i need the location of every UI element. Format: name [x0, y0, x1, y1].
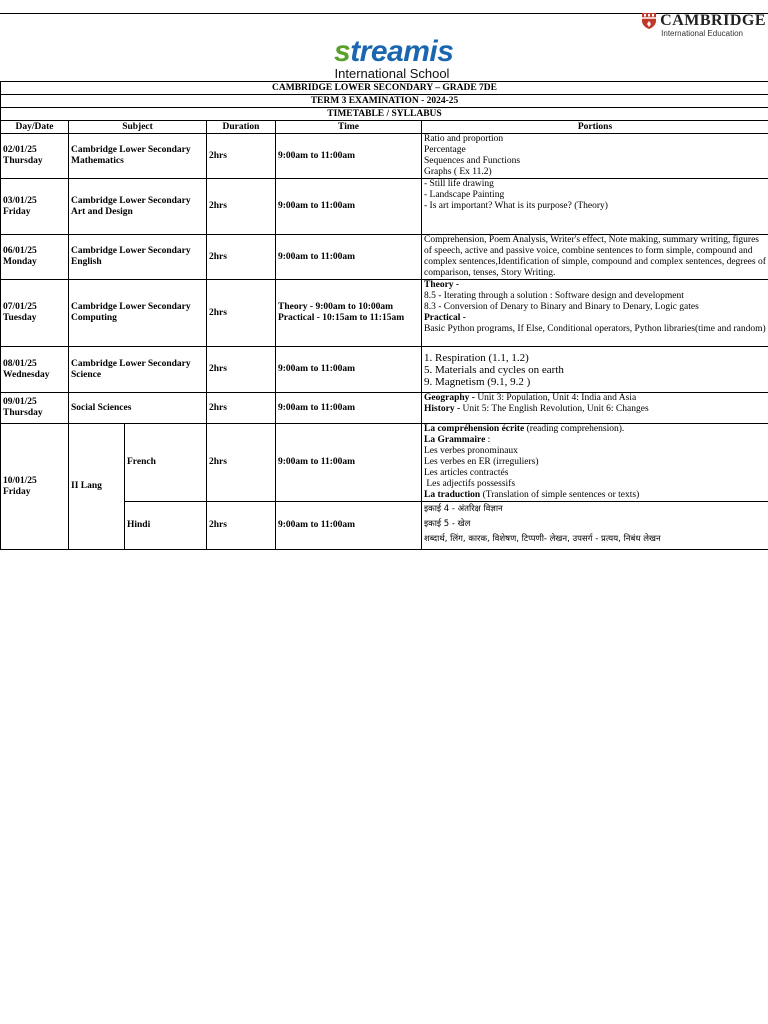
row-day: Friday	[3, 206, 31, 217]
portion-item: Les verbes en ER (irreguliers)	[424, 457, 539, 467]
row-date: 03/01/25	[3, 195, 37, 206]
row-subject-name: Mathematics	[71, 156, 124, 166]
cambridge-shield-icon	[641, 12, 657, 30]
portion-item: Comprehension, Poem Analysis, Writer's effect, Note making, summary writing, figures of speech, active and passive voice, combine sentences to form simple, compound and complex sentences,Identification of simple, compound and complex sentences, degrees of comparison, tenses, Story Writing.	[424, 235, 766, 278]
row-portions	[422, 235, 768, 280]
row-duration: 2hrs	[207, 424, 276, 502]
column-header-row	[1, 121, 768, 134]
row-time: 9:00am to 11:00am	[276, 347, 422, 393]
row-subject: Cambridge Lower Secondary	[71, 246, 191, 256]
col-portions: Portions	[422, 121, 768, 134]
row-subject: Cambridge Lower Secondary	[71, 302, 191, 312]
row-portions	[422, 134, 768, 179]
row-day: Monday	[3, 257, 37, 267]
row-subject-name: Computing	[71, 313, 117, 323]
portion-heading: History -	[424, 404, 461, 414]
cambridge-wordmark: CAMBRIDGE	[660, 12, 766, 29]
portion-item: इकाई 4 - अंतरिक्ष विज्ञान	[424, 504, 503, 514]
row-language-hindi: Hindi	[125, 502, 207, 550]
portion-item: Sequences and Functions	[424, 156, 521, 166]
table-row	[1, 179, 768, 235]
portion-item: - Still life drawing	[424, 179, 494, 189]
row-time: 9:00am to 11:00am	[276, 179, 422, 235]
portion-item: शब्दार्थ, लिंग, कारक, विशेषण, टिप्पणी- लेखन, उपसर्ग - प्रत्यय, निबंध लेखन	[424, 534, 661, 544]
row-time: 9:00am to 11:00am	[276, 424, 422, 502]
row-subject: Cambridge Lower Secondary	[71, 195, 191, 206]
row-duration: 2hrs	[207, 393, 276, 424]
table-row	[1, 393, 768, 424]
portion-item: Graphs ( Ex 11.2)	[424, 167, 492, 177]
row-language-french: French	[125, 424, 207, 502]
row-time: 9:00am to 11:00am	[276, 134, 422, 179]
row-date: 09/01/25	[3, 397, 37, 407]
school-logo	[334, 35, 454, 81]
row-time: 9:00am to 11:00am	[276, 502, 422, 550]
portion-heading: La Grammaire	[424, 435, 486, 445]
row-subject: Cambridge Lower Secondary	[71, 358, 191, 369]
row-day: Thursday	[3, 156, 43, 166]
table-row	[1, 280, 768, 347]
row-time: 9:00am to 11:00am	[276, 235, 422, 280]
row-time-practical: Practical - 10:15am to 11:15am	[278, 313, 405, 323]
row-day: Wednesday	[3, 369, 50, 380]
portion-heading: Practical -	[424, 313, 466, 323]
portion-heading: Theory -	[424, 280, 460, 290]
row-date: 02/01/25	[3, 145, 37, 155]
row-subject: II Lang	[69, 424, 125, 550]
timetable	[0, 81, 768, 550]
row-portions	[422, 347, 768, 393]
row-portions	[422, 424, 768, 502]
header-line-3: TIMETABLE / SYLLABUS	[1, 108, 768, 121]
school-logo-lead: s	[334, 35, 351, 68]
header-line-1: CAMBRIDGE LOWER SECONDARY – GRADE 7DE	[1, 82, 768, 95]
row-day: Thursday	[3, 408, 43, 418]
portion-item: Unit 3: Population, Unit 4: India and Asia	[474, 393, 637, 403]
row-subject-name: English	[71, 257, 102, 267]
portion-item: (Translation of simple sentences or texts)	[480, 490, 640, 500]
row-date: 10/01/25	[3, 475, 37, 486]
portion-heading: La compréhension écrite	[424, 424, 525, 434]
portion-item: Unit 5: The English Revolution, Unit 6: Changes	[460, 404, 649, 414]
portion-item: - Is art important? What is its purpose? (Theory)	[424, 201, 608, 211]
row-duration: 2hrs	[207, 179, 276, 235]
portion-item: 9. Magnetism (9.1, 9.2 )	[424, 375, 531, 388]
portion-heading: Geography -	[424, 393, 475, 403]
row-subject-name: Art and Design	[71, 206, 133, 217]
row-portions	[422, 179, 768, 235]
col-duration: Duration	[207, 121, 276, 134]
cambridge-logo	[641, 12, 766, 38]
portion-item: Basic Python programs, If Else, Conditional operators, Python libraries(time and random)	[424, 324, 766, 334]
portion-item: Les verbes pronominaux	[424, 446, 518, 456]
table-row	[1, 235, 768, 280]
portion-item: 1. Respiration (1.1, 1.2)	[424, 351, 529, 364]
table-row	[1, 424, 768, 502]
row-duration: 2hrs	[207, 134, 276, 179]
header-line-2: TERM 3 EXAMINATION - 2024-25	[1, 95, 768, 108]
portion-item: 8.5 - Iterating through a solution : Software design and development	[424, 291, 684, 301]
portion-heading: La traduction	[424, 490, 481, 500]
row-date: 06/01/25	[3, 246, 37, 256]
portion-item: Percentage	[424, 145, 466, 155]
portion-item: (reading comprehension).	[524, 424, 625, 434]
portion-item: 8.3 - Conversion of Denary to Binary and Binary to Denary, Logic gates	[424, 302, 699, 312]
row-date: 08/01/25	[3, 358, 37, 369]
portion-item: :	[485, 435, 491, 445]
row-portions	[422, 280, 768, 347]
row-day: Tuesday	[3, 313, 37, 323]
table-row	[1, 134, 768, 179]
portion-item: Les articles contractés	[424, 468, 509, 478]
portion-item: - Landscape Painting	[424, 190, 505, 200]
row-day: Friday	[3, 486, 31, 497]
col-subject: Subject	[69, 121, 207, 134]
row-portions	[422, 393, 768, 424]
row-duration: 2hrs	[207, 235, 276, 280]
row-subject: Cambridge Lower Secondary	[71, 145, 191, 155]
portion-item: Les adjectifs possessifs	[424, 479, 516, 489]
portion-item: इकाई 5 - खेल	[424, 519, 471, 529]
portion-item: 5. Materials and cycles on earth	[424, 363, 564, 376]
col-day-date: Day/Date	[1, 121, 69, 134]
row-duration: 2hrs	[207, 502, 276, 550]
cambridge-subtitle: International Education	[661, 29, 743, 38]
row-subject: Social Sciences	[69, 393, 207, 424]
table-row	[1, 347, 768, 393]
col-time: Time	[276, 121, 422, 134]
school-subtitle: International School	[334, 66, 450, 81]
school-logo-word: treamis	[350, 35, 454, 68]
row-date: 07/01/25	[3, 302, 37, 312]
row-subject-name: Science	[71, 369, 102, 380]
portion-item: Ratio and proportion	[424, 134, 504, 144]
row-time-theory: Theory - 9:00am to 10:00am	[278, 302, 394, 312]
row-time: 9:00am to 11:00am	[276, 393, 422, 424]
row-portions	[422, 502, 768, 550]
row-duration: 2hrs	[207, 347, 276, 393]
row-duration: 2hrs	[207, 280, 276, 347]
